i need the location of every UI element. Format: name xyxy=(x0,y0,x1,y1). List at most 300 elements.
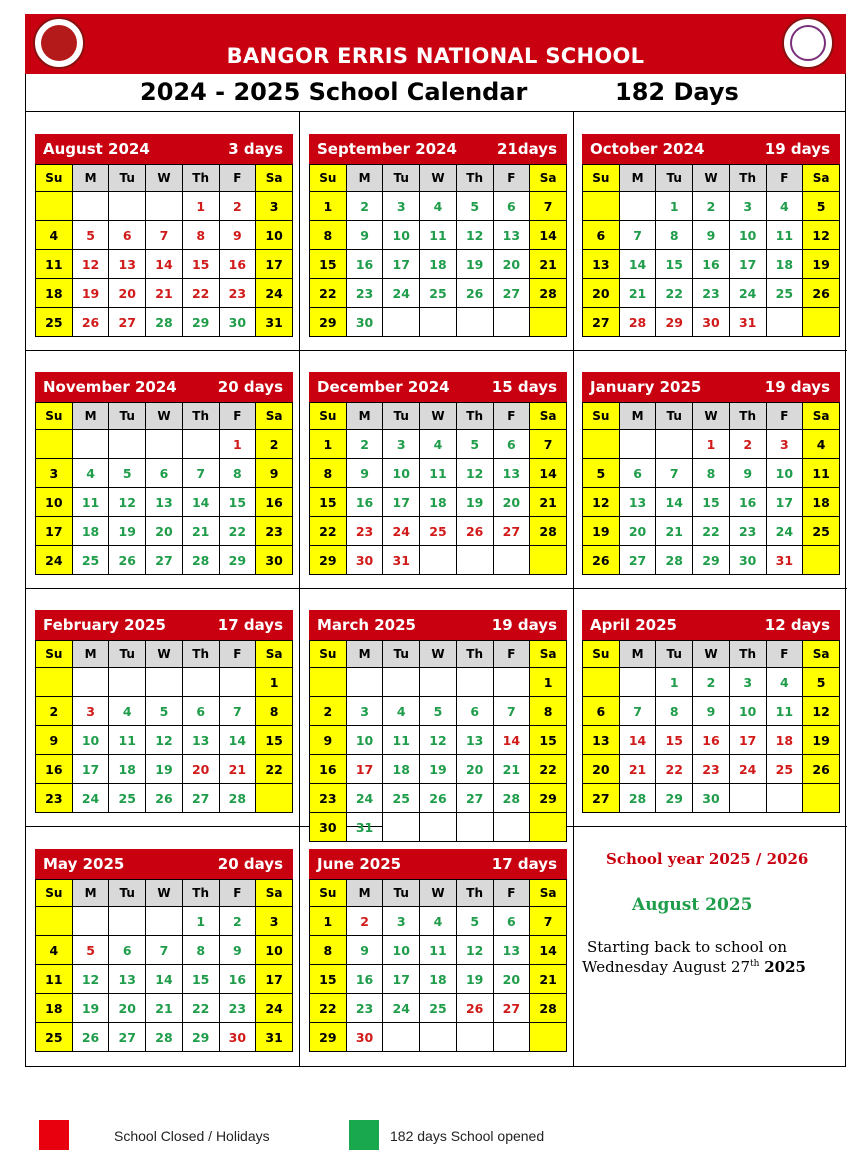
date-cell: 25 xyxy=(803,517,840,546)
month-table xyxy=(35,402,293,575)
date-cell: 15 xyxy=(182,965,219,994)
day-header: M xyxy=(346,165,383,192)
day-header: Tu xyxy=(656,165,693,192)
empty-cell xyxy=(36,192,73,221)
date-cell: 6 xyxy=(619,459,656,488)
date-cell: 20 xyxy=(493,488,530,517)
day-header: W xyxy=(420,403,457,430)
date-cell: 31 xyxy=(346,813,383,842)
date-cell: 28 xyxy=(146,1023,183,1052)
empty-cell xyxy=(493,1023,530,1052)
date-cell: 9 xyxy=(346,459,383,488)
date-cell: 28 xyxy=(619,308,656,337)
date-cell: 15 xyxy=(310,965,347,994)
date-cell: 26 xyxy=(583,546,620,575)
date-cell: 13 xyxy=(146,488,183,517)
date-cell: 20 xyxy=(619,517,656,546)
date-cell: 2 xyxy=(310,697,347,726)
month-days-count: 20 days xyxy=(217,855,283,873)
date-cell: 4 xyxy=(36,936,73,965)
month-days-count: 15 days xyxy=(491,378,557,396)
date-cell: 17 xyxy=(36,517,73,546)
date-cell: 19 xyxy=(456,488,493,517)
date-cell: 27 xyxy=(493,279,530,308)
month-header xyxy=(309,134,567,164)
date-cell: 15 xyxy=(310,250,347,279)
month-days-count: 19 days xyxy=(491,616,557,634)
month-name: December 2024 xyxy=(317,378,450,396)
empty-cell xyxy=(72,907,109,936)
day-header: F xyxy=(493,165,530,192)
date-cell: 2 xyxy=(36,697,73,726)
empty-cell xyxy=(766,308,803,337)
empty-cell xyxy=(346,668,383,697)
month-table xyxy=(309,640,567,842)
month-table xyxy=(35,640,293,813)
date-cell: 30 xyxy=(729,546,766,575)
date-cell: 17 xyxy=(383,488,420,517)
date-cell: 4 xyxy=(383,697,420,726)
date-cell: 20 xyxy=(146,517,183,546)
date-cell: 21 xyxy=(146,279,183,308)
date-cell: 9 xyxy=(693,221,730,250)
date-cell: 22 xyxy=(656,755,693,784)
date-cell: 25 xyxy=(420,279,457,308)
month-days-count: 19 days xyxy=(764,140,830,158)
date-cell: 23 xyxy=(256,517,293,546)
empty-cell xyxy=(36,430,73,459)
day-header: F xyxy=(219,165,256,192)
empty-cell xyxy=(182,430,219,459)
month-days-count: 20 days xyxy=(217,378,283,396)
date-cell: 11 xyxy=(72,488,109,517)
date-cell: 26 xyxy=(109,546,146,575)
date-cell: 18 xyxy=(36,279,73,308)
date-cell: 5 xyxy=(803,668,840,697)
date-cell: 10 xyxy=(256,936,293,965)
date-cell: 20 xyxy=(182,755,219,784)
date-cell: 16 xyxy=(219,250,256,279)
date-cell: 25 xyxy=(383,784,420,813)
date-cell: 20 xyxy=(493,965,530,994)
date-cell: 31 xyxy=(383,546,420,575)
empty-cell xyxy=(109,430,146,459)
day-header: W xyxy=(693,641,730,668)
month-name: October 2024 xyxy=(590,140,705,158)
month-name: May 2025 xyxy=(43,855,125,873)
date-cell: 27 xyxy=(583,784,620,813)
date-cell: 10 xyxy=(383,221,420,250)
date-cell: 6 xyxy=(493,907,530,936)
date-cell: 29 xyxy=(693,546,730,575)
return-note-line1: Starting back to school on xyxy=(587,938,787,956)
day-header: Th xyxy=(729,165,766,192)
date-cell: 16 xyxy=(256,488,293,517)
empty-cell xyxy=(729,784,766,813)
empty-cell xyxy=(583,668,620,697)
date-cell: 30 xyxy=(256,546,293,575)
date-cell: 5 xyxy=(146,697,183,726)
date-cell: 16 xyxy=(36,755,73,784)
date-cell: 27 xyxy=(583,308,620,337)
date-cell: 26 xyxy=(803,755,840,784)
empty-cell xyxy=(36,907,73,936)
date-cell: 4 xyxy=(72,459,109,488)
calendar-title: 2024 - 2025 School Calendar xyxy=(140,78,528,106)
day-header: M xyxy=(619,403,656,430)
date-cell: 29 xyxy=(182,308,219,337)
legend-closed-label: School Closed / Holidays xyxy=(114,1128,270,1144)
day-header: W xyxy=(146,165,183,192)
date-cell: 31 xyxy=(729,308,766,337)
empty-cell xyxy=(72,192,109,221)
empty-cell xyxy=(146,907,183,936)
date-cell: 11 xyxy=(766,697,803,726)
date-cell: 9 xyxy=(310,726,347,755)
date-cell: 4 xyxy=(36,221,73,250)
date-cell: 27 xyxy=(109,308,146,337)
empty-cell xyxy=(420,546,457,575)
grid-divider xyxy=(26,350,847,351)
date-cell: 22 xyxy=(219,517,256,546)
date-cell: 9 xyxy=(219,221,256,250)
day-header: Sa xyxy=(256,880,293,907)
date-cell: 8 xyxy=(656,221,693,250)
date-cell: 6 xyxy=(493,192,530,221)
date-cell: 20 xyxy=(109,279,146,308)
date-cell: 2 xyxy=(219,192,256,221)
date-cell: 25 xyxy=(72,546,109,575)
month-header xyxy=(35,372,293,402)
date-cell: 22 xyxy=(310,994,347,1023)
day-header: Su xyxy=(310,165,347,192)
day-header: W xyxy=(146,403,183,430)
date-cell: 28 xyxy=(530,994,567,1023)
date-cell: 24 xyxy=(729,755,766,784)
empty-cell xyxy=(583,192,620,221)
date-cell: 29 xyxy=(310,308,347,337)
day-header: Su xyxy=(310,880,347,907)
empty-cell xyxy=(803,784,840,813)
date-cell: 9 xyxy=(346,221,383,250)
date-cell: 7 xyxy=(146,221,183,250)
date-cell: 9 xyxy=(256,459,293,488)
date-cell: 2 xyxy=(693,192,730,221)
date-cell: 8 xyxy=(310,221,347,250)
date-cell: 20 xyxy=(583,755,620,784)
date-cell: 21 xyxy=(219,755,256,784)
date-cell: 12 xyxy=(803,697,840,726)
date-cell: 12 xyxy=(803,221,840,250)
date-cell: 2 xyxy=(693,668,730,697)
date-cell: 24 xyxy=(346,784,383,813)
date-cell: 14 xyxy=(619,250,656,279)
date-cell: 23 xyxy=(346,279,383,308)
date-cell: 18 xyxy=(766,726,803,755)
date-cell: 26 xyxy=(456,517,493,546)
date-cell: 15 xyxy=(656,726,693,755)
date-cell: 17 xyxy=(383,965,420,994)
empty-cell xyxy=(256,784,293,813)
date-cell: 15 xyxy=(219,488,256,517)
date-cell: 19 xyxy=(420,755,457,784)
date-cell: 7 xyxy=(146,936,183,965)
date-cell: 15 xyxy=(310,488,347,517)
next-month-note: August 2025 xyxy=(632,895,753,915)
date-cell: 18 xyxy=(803,488,840,517)
day-header: F xyxy=(766,165,803,192)
day-header: Sa xyxy=(256,403,293,430)
date-cell: 24 xyxy=(36,546,73,575)
date-cell: 8 xyxy=(530,697,567,726)
day-header: W xyxy=(146,641,183,668)
date-cell: 14 xyxy=(656,488,693,517)
day-header: Su xyxy=(310,641,347,668)
date-cell: 27 xyxy=(493,994,530,1023)
date-cell: 14 xyxy=(493,726,530,755)
date-cell: 3 xyxy=(256,907,293,936)
date-cell: 14 xyxy=(146,965,183,994)
date-cell: 13 xyxy=(619,488,656,517)
date-cell: 5 xyxy=(420,697,457,726)
month-header xyxy=(35,610,293,640)
date-cell: 26 xyxy=(146,784,183,813)
date-cell: 21 xyxy=(656,517,693,546)
day-header: Tu xyxy=(383,880,420,907)
empty-cell xyxy=(530,813,567,842)
date-cell: 10 xyxy=(346,726,383,755)
date-cell: 2 xyxy=(346,430,383,459)
date-cell: 23 xyxy=(310,784,347,813)
empty-cell xyxy=(383,1023,420,1052)
date-cell: 8 xyxy=(656,697,693,726)
date-cell: 15 xyxy=(693,488,730,517)
day-header: Th xyxy=(729,641,766,668)
date-cell: 18 xyxy=(420,965,457,994)
date-cell: 18 xyxy=(36,994,73,1023)
date-cell: 17 xyxy=(766,488,803,517)
date-cell: 28 xyxy=(182,546,219,575)
date-cell: 28 xyxy=(530,279,567,308)
date-cell: 9 xyxy=(729,459,766,488)
legend-green-swatch xyxy=(349,1120,379,1150)
date-cell: 7 xyxy=(530,430,567,459)
date-cell: 27 xyxy=(146,546,183,575)
date-cell: 13 xyxy=(182,726,219,755)
date-cell: 8 xyxy=(182,936,219,965)
date-cell: 16 xyxy=(693,726,730,755)
date-cell: 22 xyxy=(310,517,347,546)
date-cell: 11 xyxy=(766,221,803,250)
date-cell: 11 xyxy=(383,726,420,755)
date-cell: 23 xyxy=(346,994,383,1023)
date-cell: 23 xyxy=(729,517,766,546)
day-header: Tu xyxy=(383,641,420,668)
month-table xyxy=(309,402,567,575)
month-9 xyxy=(35,849,293,1052)
date-cell: 2 xyxy=(346,192,383,221)
month-table xyxy=(35,164,293,337)
empty-cell xyxy=(383,668,420,697)
empty-cell xyxy=(109,192,146,221)
month-header xyxy=(35,849,293,879)
date-cell: 8 xyxy=(310,459,347,488)
empty-cell xyxy=(493,308,530,337)
school-seal-logo xyxy=(782,17,834,69)
month-name: March 2025 xyxy=(317,616,416,634)
day-header: Tu xyxy=(109,403,146,430)
date-cell: 22 xyxy=(256,755,293,784)
date-cell: 4 xyxy=(109,697,146,726)
date-cell: 10 xyxy=(729,221,766,250)
empty-cell xyxy=(530,546,567,575)
date-cell: 30 xyxy=(346,1023,383,1052)
month-table xyxy=(582,164,840,337)
day-header: F xyxy=(493,403,530,430)
empty-cell xyxy=(530,308,567,337)
month-days-count: 3 days xyxy=(228,140,283,158)
date-cell: 30 xyxy=(219,308,256,337)
month-header xyxy=(309,610,567,640)
empty-cell xyxy=(310,668,347,697)
date-cell: 23 xyxy=(693,755,730,784)
day-header: Tu xyxy=(109,641,146,668)
date-cell: 18 xyxy=(383,755,420,784)
date-cell: 28 xyxy=(146,308,183,337)
date-cell: 21 xyxy=(493,755,530,784)
total-days: 182 Days xyxy=(615,78,739,106)
date-cell: 22 xyxy=(530,755,567,784)
date-cell: 14 xyxy=(219,726,256,755)
month-header xyxy=(309,849,567,879)
month-header xyxy=(582,610,840,640)
date-cell: 10 xyxy=(729,697,766,726)
day-header: F xyxy=(493,880,530,907)
date-cell: 25 xyxy=(36,1023,73,1052)
day-header: Th xyxy=(456,403,493,430)
empty-cell xyxy=(456,308,493,337)
month-header xyxy=(35,134,293,164)
date-cell: 16 xyxy=(693,250,730,279)
date-cell: 2 xyxy=(256,430,293,459)
empty-cell xyxy=(72,430,109,459)
day-header: M xyxy=(346,880,383,907)
date-cell: 19 xyxy=(72,994,109,1023)
empty-cell xyxy=(420,1023,457,1052)
date-cell: 13 xyxy=(583,726,620,755)
day-header: Sa xyxy=(256,641,293,668)
day-header: W xyxy=(693,165,730,192)
day-header: F xyxy=(219,880,256,907)
month-6 xyxy=(35,610,293,813)
day-header: Sa xyxy=(530,880,567,907)
date-cell: 5 xyxy=(72,221,109,250)
day-header: Su xyxy=(310,403,347,430)
legend-opened-label: 182 days School opened xyxy=(390,1128,545,1144)
date-cell: 10 xyxy=(36,488,73,517)
empty-cell xyxy=(456,1023,493,1052)
date-cell: 13 xyxy=(583,250,620,279)
date-cell: 4 xyxy=(766,192,803,221)
empty-cell xyxy=(383,813,420,842)
date-cell: 16 xyxy=(219,965,256,994)
date-cell: 21 xyxy=(182,517,219,546)
day-header: Tu xyxy=(656,403,693,430)
grid-divider xyxy=(26,588,847,589)
empty-cell xyxy=(182,668,219,697)
date-cell: 16 xyxy=(346,488,383,517)
date-cell: 26 xyxy=(803,279,840,308)
date-cell: 17 xyxy=(346,755,383,784)
date-cell: 21 xyxy=(619,755,656,784)
date-cell: 4 xyxy=(420,907,457,936)
date-cell: 23 xyxy=(36,784,73,813)
date-cell: 21 xyxy=(146,994,183,1023)
date-cell: 14 xyxy=(530,936,567,965)
day-header: Th xyxy=(456,880,493,907)
date-cell: 11 xyxy=(36,250,73,279)
date-cell: 6 xyxy=(583,221,620,250)
empty-cell xyxy=(656,430,693,459)
date-cell: 1 xyxy=(182,907,219,936)
date-cell: 29 xyxy=(656,308,693,337)
month-days-count: 19 days xyxy=(764,378,830,396)
month-name: February 2025 xyxy=(43,616,166,634)
day-header: Th xyxy=(182,880,219,907)
date-cell: 27 xyxy=(109,1023,146,1052)
school-name: BANGOR ERRIS NATIONAL SCHOOL xyxy=(226,44,645,68)
date-cell: 25 xyxy=(766,279,803,308)
date-cell: 21 xyxy=(619,279,656,308)
empty-cell xyxy=(420,308,457,337)
day-header: M xyxy=(72,880,109,907)
day-header: Su xyxy=(583,403,620,430)
date-cell: 7 xyxy=(619,697,656,726)
day-header: Su xyxy=(36,641,73,668)
date-cell: 19 xyxy=(583,517,620,546)
month-table xyxy=(309,164,567,337)
day-header: Tu xyxy=(109,165,146,192)
date-cell: 20 xyxy=(456,755,493,784)
day-header: Th xyxy=(456,641,493,668)
day-header: M xyxy=(619,641,656,668)
grid-divider xyxy=(573,112,574,1067)
date-cell: 12 xyxy=(583,488,620,517)
date-cell: 12 xyxy=(72,965,109,994)
month-7 xyxy=(309,610,567,842)
date-cell: 17 xyxy=(729,250,766,279)
month-header xyxy=(582,134,840,164)
date-cell: 13 xyxy=(493,221,530,250)
day-header: Sa xyxy=(530,165,567,192)
date-cell: 12 xyxy=(146,726,183,755)
date-cell: 22 xyxy=(656,279,693,308)
date-cell: 3 xyxy=(729,192,766,221)
month-name: June 2025 xyxy=(317,855,402,873)
date-cell: 20 xyxy=(109,994,146,1023)
date-cell: 7 xyxy=(219,697,256,726)
day-header: W xyxy=(420,165,457,192)
day-header: M xyxy=(72,165,109,192)
date-cell: 21 xyxy=(530,250,567,279)
month-5 xyxy=(582,372,840,575)
day-header: Th xyxy=(182,641,219,668)
legend-red-swatch xyxy=(39,1120,69,1150)
date-cell: 28 xyxy=(493,784,530,813)
date-cell: 13 xyxy=(493,459,530,488)
date-cell: 30 xyxy=(693,784,730,813)
date-cell: 25 xyxy=(109,784,146,813)
